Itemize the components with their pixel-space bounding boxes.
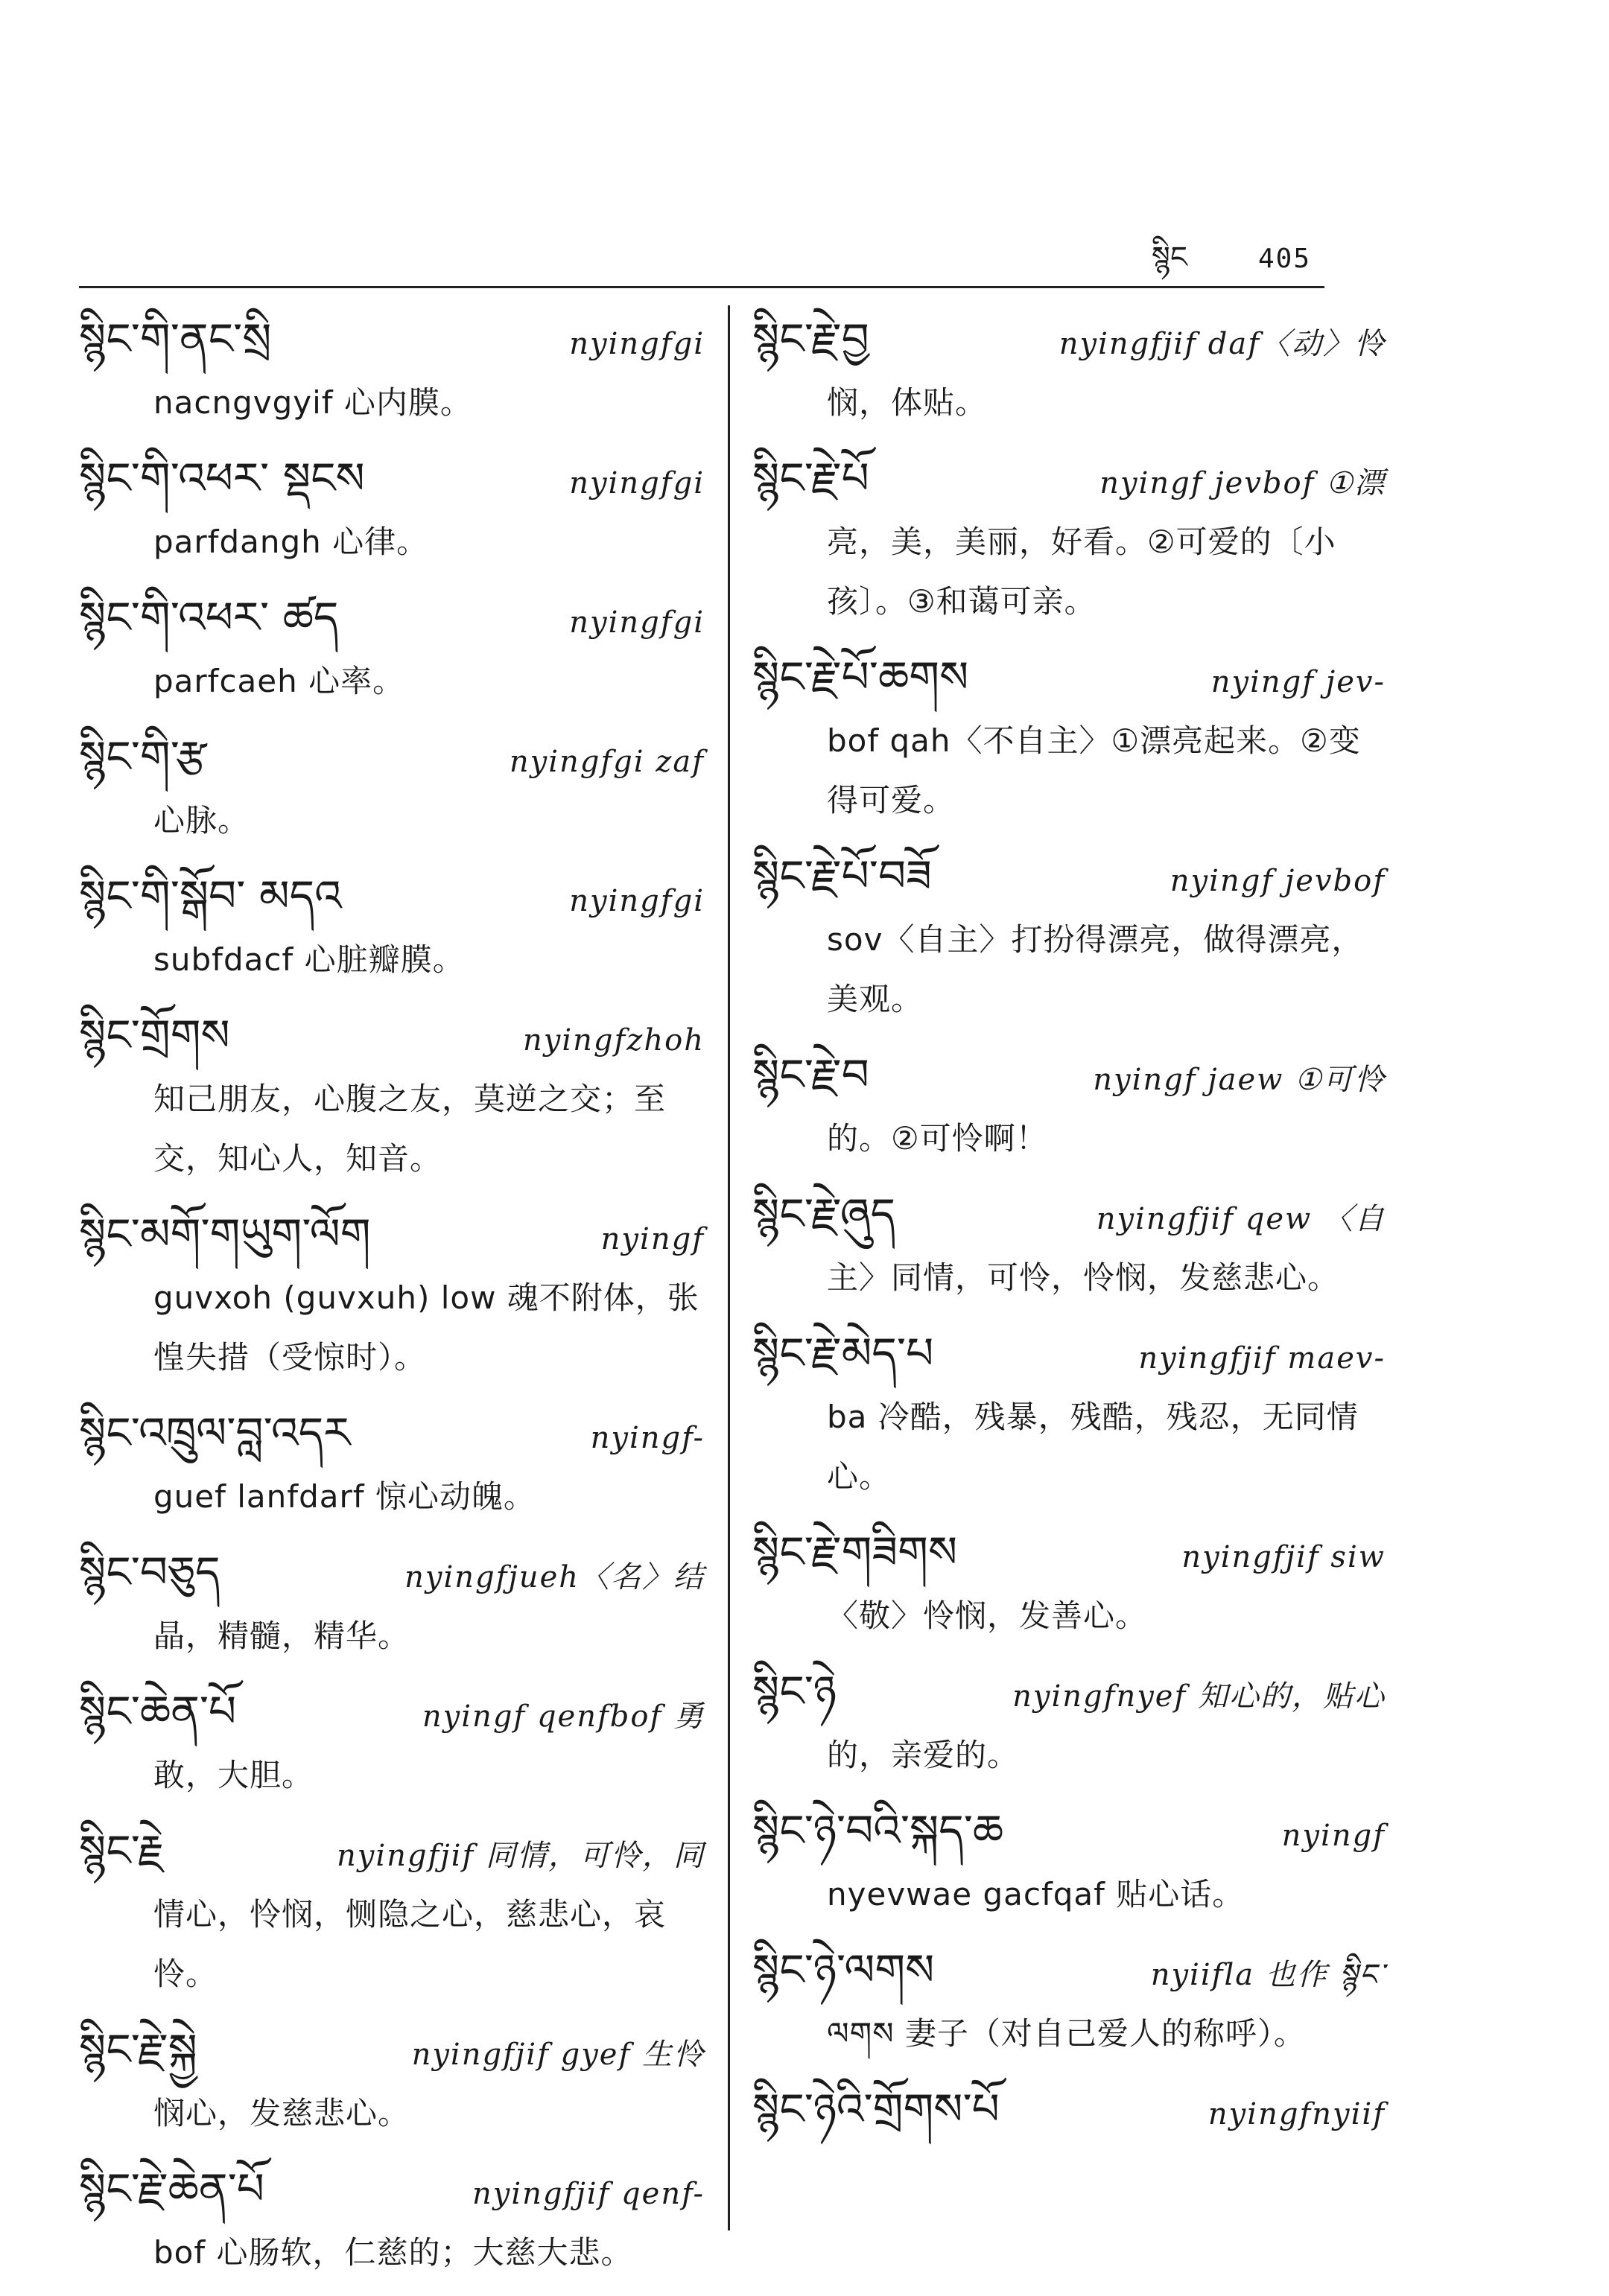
entry-romanization: nyingfjif siw	[1181, 1540, 1386, 1574]
entry-definition: 的。②可怜啊！	[827, 1120, 1048, 1157]
entry-headword: སྙིང་རྗེ་བྱ	[752, 314, 869, 364]
entry-romanization: nyingf-	[590, 1421, 705, 1455]
entry-romanization: nyingfnyiif	[1207, 2097, 1386, 2131]
entry-romanization: nyingfgi	[569, 605, 705, 640]
dictionary-entry	[79, 1540, 705, 1666]
entry-definition: 的，亲爱的。	[827, 1737, 1020, 1773]
entry-head	[79, 1679, 705, 1749]
entry-romanization: nyiifla 也作 སྙིང་	[1150, 1958, 1386, 1992]
entry-romanization: nyingfnyef 知心的，贴心	[1012, 1679, 1386, 1714]
entry-head	[79, 585, 705, 655]
entry-headword: སྙིང་གི་རྩ	[79, 731, 207, 782]
dictionary-entry	[79, 1401, 705, 1527]
entry-definition: parfdangh 心律。	[153, 524, 429, 560]
entry-definition: nacngvgyif 心内膜。	[153, 384, 472, 421]
entry-definition: nyevwae gacfqaf 贴心话。	[827, 1876, 1245, 1912]
entry-headword: སྙིང་གྲོགས	[79, 1010, 230, 1060]
entry-romanization: nyingfzhoh	[522, 1023, 705, 1058]
entry-head	[79, 446, 705, 515]
entry-definition: subfdacf 心脏瓣膜。	[153, 941, 465, 978]
entry-headword: སྙིང་ཉེའི་གྲོགས་པོ	[752, 2084, 1000, 2134]
entry-romanization: nyingf qenfbof 勇	[422, 1699, 705, 1734]
entry-head	[79, 1003, 705, 1072]
dictionary-entry	[79, 1202, 705, 1387]
entry-head	[79, 725, 705, 794]
entry-headword: སྙིང་རྗེ	[79, 1825, 165, 1876]
entry-headword: སྙིང་རྗེ་ཆེན་པོ	[79, 2163, 264, 2214]
entry-definition: 敢，大胆。	[153, 1757, 314, 1793]
entry-romanization: nyingf jev-	[1210, 665, 1386, 699]
entry-definition: ba 冷酷，残暴，残酷，残忍，无同情心。	[827, 1399, 1359, 1495]
entry-head	[752, 1520, 1386, 1589]
running-head-word: སྙིང	[1151, 241, 1187, 275]
entry-headword: སྙིང་གི་འཕར་ ཚད	[79, 592, 339, 643]
dictionary-entry	[752, 1043, 1386, 1168]
entry-headword: སྙིང་རྗེ་སྐྱེ	[79, 2024, 197, 2075]
entry-head	[79, 1202, 705, 1271]
entry-head	[79, 307, 705, 376]
dictionary-entry	[752, 446, 1386, 632]
entry-headword: སྙིང་འཁྲུལ་བླ་འདར	[79, 1408, 351, 1458]
entry-definition: guef lanfdarf 惊心动魄。	[153, 1478, 536, 1515]
entry-head	[752, 844, 1386, 913]
entry-headword: སྙིང་རྗེ་བ	[752, 1049, 869, 1100]
dictionary-entry	[752, 645, 1386, 830]
entry-definition: ལགས 妻子（对自己爱人的称呼）。	[827, 2015, 1306, 2052]
entry-headword: སྙིང་ཉེ་བའི་སྐད་ཆ	[752, 1805, 1004, 1856]
entry-romanization: nyingfjif 同情，可怜，同	[336, 1839, 705, 1873]
entry-definition: sov〈自主〉打扮得漂亮，做得漂亮，美观。	[827, 921, 1364, 1017]
entry-romanization: nyingfgi zaf	[509, 745, 705, 779]
entry-head	[752, 446, 1386, 515]
running-head	[1151, 223, 1311, 275]
entry-definition: 知己朋友，心腹之友，莫逆之交；至交，知心人，知音。	[153, 1081, 667, 1177]
entry-head	[79, 864, 705, 933]
dictionary-entry	[79, 864, 705, 990]
entry-romanization: nyingfjif qenf-	[472, 2177, 705, 2211]
dictionary-entry	[79, 1819, 705, 2004]
entry-head	[79, 1540, 705, 1609]
entry-headword: སྙིང་གི་ནང་སྲི	[79, 314, 272, 364]
entry-romanization: nyingf jevbof ①漂	[1099, 466, 1386, 500]
dictionary-entry	[79, 725, 705, 850]
entry-headword: སྙིང་ཆེན་པོ	[79, 1686, 237, 1737]
entry-headword: སྙིང་གི་འཕར་ སྡངས	[79, 453, 365, 503]
left-column	[79, 307, 705, 2296]
header-rule	[79, 286, 1324, 288]
entry-headword: སྙིང་ཉེ་ལགས	[752, 1944, 935, 1995]
dictionary-entry	[79, 446, 705, 572]
dictionary-entry	[752, 844, 1386, 1029]
entry-definition: 〈敬〉怜悯，发善心。	[827, 1597, 1148, 1634]
dictionary-entry	[752, 1799, 1386, 1924]
entry-definition: 悯，体贴。	[827, 384, 988, 421]
entry-head	[752, 2077, 1386, 2146]
entry-romanization: nyingfjif qew 〈自	[1096, 1202, 1386, 1236]
dictionary-entry	[752, 307, 1386, 433]
entry-romanization: nyingf jaew ①可怜	[1093, 1063, 1386, 1097]
dictionary-entry	[79, 2157, 705, 2283]
dictionary-entry	[752, 1938, 1386, 2064]
entry-headword: སྙིང་གི་སྒོབ་ མདའ	[79, 871, 342, 921]
dictionary-entry	[79, 1679, 705, 1805]
entry-head	[752, 1182, 1386, 1251]
dictionary-entry	[752, 1520, 1386, 1646]
entry-romanization: nyingfjif daf〈动〉怜	[1059, 327, 1386, 361]
entry-definition: bof 心肠软，仁慈的；大慈大悲。	[153, 2234, 633, 2271]
dictionary-entry	[752, 2077, 1386, 2146]
dictionary-entry	[752, 1659, 1386, 1785]
entry-headword: སྙིང་རྗེ་པོ་བཟོ	[752, 850, 932, 901]
entry-head	[752, 1321, 1386, 1390]
dictionary-entry	[79, 307, 705, 433]
entry-head	[752, 1938, 1386, 2007]
entry-romanization: nyingfgi	[569, 884, 705, 918]
entry-head	[752, 1659, 1386, 1729]
entry-romanization: nyingfjueh〈名〉结	[404, 1560, 705, 1594]
entry-definition: bof qah〈不自主〉①漂亮起来。②变得可爱。	[827, 722, 1361, 818]
entry-headword: སྙིང་རྗེ་མེད་པ	[752, 1328, 934, 1378]
entry-head	[79, 1819, 705, 1888]
entry-definition: guvxoh (guvxuh) low 魂不附体，张惶失措（受惊时）。	[153, 1279, 699, 1376]
entry-head	[752, 1799, 1386, 1868]
column-divider	[728, 305, 730, 2230]
dictionary-entry	[752, 1182, 1386, 1308]
entry-headword: སྙིང་རྗེ་གཟིགས	[752, 1527, 958, 1577]
entry-definition: 悯心，发慈悲心。	[153, 2095, 410, 2131]
entry-romanization: nyingf	[600, 1222, 705, 1256]
entry-romanization: nyingfjif maev-	[1138, 1341, 1386, 1376]
page-number: 405	[1257, 244, 1311, 274]
dictionary-entry	[79, 2017, 705, 2143]
entry-headword: སྙིང་མགོ་གཡུག་ལོག	[79, 1209, 371, 1259]
dictionary-entry	[752, 1321, 1386, 1507]
entry-head	[752, 645, 1386, 714]
entry-headword: སྙིང་རྗེ་ཞུད	[752, 1189, 896, 1239]
dictionary-entry	[79, 1003, 705, 1189]
entry-definition: 晶，精髓，精华。	[153, 1618, 410, 1654]
entry-romanization: nyingfgi	[569, 327, 705, 361]
entry-romanization: nyingf	[1281, 1819, 1386, 1853]
right-column	[752, 307, 1386, 2160]
entry-romanization: nyingfjif gyef 生怜	[411, 2038, 705, 2072]
entry-definition: 主〉同情，可怜，怜悯，发慈悲心。	[827, 1259, 1340, 1296]
entry-head	[79, 2017, 705, 2087]
entry-headword: སྙིང་བཅུད	[79, 1547, 220, 1597]
entry-headword: སྙིང་རྗེ་པོ་ཆགས	[752, 652, 969, 702]
entry-romanization: nyingfgi	[569, 466, 705, 500]
entry-head	[79, 2157, 705, 2226]
entry-head	[752, 307, 1386, 376]
entry-romanization: nyingf jevbof	[1170, 864, 1386, 898]
entry-headword: སྙིང་རྗེ་པོ	[752, 453, 869, 503]
entry-definition: parfcaeh 心率。	[153, 663, 405, 699]
entry-head	[79, 1401, 705, 1470]
entry-headword: སྙིང་ཉེ	[752, 1666, 837, 1717]
dictionary-entry	[79, 585, 705, 711]
entry-head	[752, 1043, 1386, 1112]
entry-definition: 情心，怜悯，恻隐之心，慈悲心，哀怜。	[153, 1896, 667, 1992]
entry-definition: 心脉。	[153, 802, 250, 839]
entry-definition: 亮，美，美丽，好看。②可爱的〔小孩〕。③和蔼可亲。	[827, 524, 1336, 620]
